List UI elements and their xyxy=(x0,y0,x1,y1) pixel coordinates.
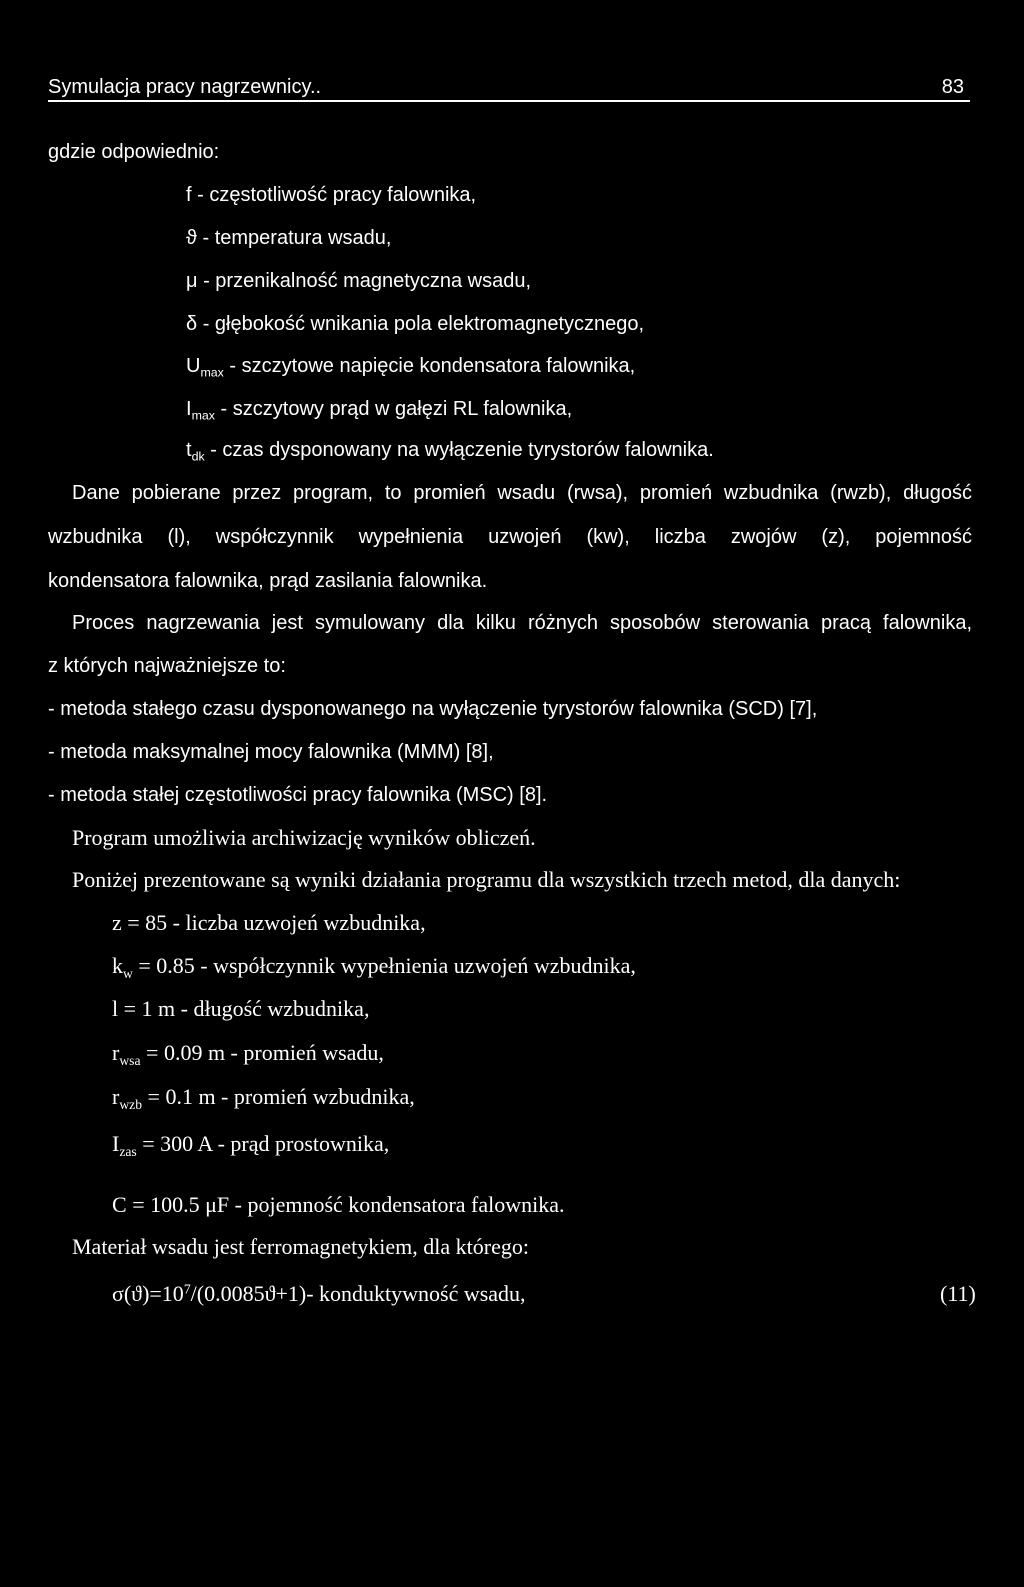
intro-line: gdzie odpowiednio: xyxy=(48,141,220,163)
symbol-desc: - czas dysponowany na wyłączenie tyrystorów falownika. xyxy=(204,439,714,461)
param-symbol: C xyxy=(112,1192,127,1217)
method-item: - metoda stałego czasu dysponowanego na wyłączenie tyrystorów falownika (SCD) [7], xyxy=(48,698,818,720)
paragraph-1-line-2: wzbudnika (l), współczynnik wypełnienia uzwojeń (kw), liczba zwojów (z), pojemność xyxy=(48,526,972,548)
param-desc: = 85 - liczba uzwojeń wzbudnika, xyxy=(121,910,426,935)
paragraph-2-line-1: Proces nagrzewania jest symulowany dla kilku różnych sposobów sterowania pracą falownika, xyxy=(72,612,972,634)
param-desc: = 300 A - prąd prostownika, xyxy=(136,1131,390,1156)
symbol: I xyxy=(186,398,192,420)
symbol-desc: - przenikalność magnetyczna wsadu, xyxy=(197,270,532,292)
symbol-subscript: max xyxy=(191,408,215,423)
param-symbol: z xyxy=(112,910,122,935)
paragraph-1-line-3: kondensatora falownika, prąd zasilania falownika. xyxy=(48,570,488,592)
header-title: Symulacja pracy nagrzewnicy.. xyxy=(48,76,322,98)
symbol-def-delta xyxy=(186,313,644,336)
symbol: t xyxy=(186,439,192,461)
symbol: μ xyxy=(186,270,198,292)
symbol-desc: - szczytowy prąd w gałęzi RL falownika, xyxy=(214,398,573,420)
symbol-def-mu xyxy=(186,270,531,293)
param-desc: = 100.5 μF - pojemność kondensatora falownika. xyxy=(126,1192,565,1217)
param-izas xyxy=(112,1131,390,1159)
param-symbol: r xyxy=(112,1084,120,1109)
material-intro: Materiał wsadu jest ferromagnetykiem, dla którego: xyxy=(72,1234,529,1259)
param-symbol: l xyxy=(112,996,119,1021)
archive-note: Program umożliwia archiwizację wyników obliczeń. xyxy=(72,825,536,850)
page-number: 83 xyxy=(941,76,964,98)
param-desc: = 1 m - długość wzbudnika, xyxy=(118,996,370,1021)
symbol-def-theta xyxy=(186,227,391,250)
equation-number: (11) xyxy=(940,1281,976,1306)
param-c xyxy=(112,1192,565,1217)
equation-11 xyxy=(112,1281,526,1306)
symbol-def-imax xyxy=(186,398,572,421)
equation-exponent: 7 xyxy=(183,1281,191,1297)
symbol-subscript: dk xyxy=(191,449,205,464)
param-subscript: zas xyxy=(119,1143,137,1159)
equation-lhs: σ(ϑ)=10 xyxy=(112,1281,184,1306)
results-intro: Poniżej prezentowane są wyniki działania programu dla wszystkich trzech metod, dla danych: xyxy=(72,867,901,892)
symbol: ϑ xyxy=(186,227,197,249)
symbol: f xyxy=(186,184,192,206)
paragraph-2-line-2: z których najważniejsze to: xyxy=(48,655,286,677)
running-header xyxy=(48,76,970,102)
symbol: δ xyxy=(186,313,198,335)
param-desc: = 0.85 - współczynnik wypełnienia uzwojeń wzbudnika, xyxy=(132,953,636,978)
symbol-desc: - głębokość wnikania pola elektromagnetycznego, xyxy=(197,313,645,335)
symbol-subscript: max xyxy=(200,365,224,380)
param-symbol: I xyxy=(112,1131,120,1156)
param-subscript: wzb xyxy=(119,1096,143,1112)
symbol-def-umax xyxy=(186,355,635,378)
param-rwsa xyxy=(112,1040,384,1068)
param-symbol: r xyxy=(112,1040,120,1065)
symbol-desc: - częstotliwość pracy falownika, xyxy=(191,184,477,206)
symbol-def-tdk xyxy=(186,439,714,462)
symbol-def-f xyxy=(186,184,476,207)
method-item: - metoda stałej częstotliwości pracy falownika (MSC) [8]. xyxy=(48,784,548,806)
param-kw xyxy=(112,953,636,981)
method-item: - metoda maksymalnej mocy falownika (MMM) [8], xyxy=(48,741,494,763)
symbol: U xyxy=(186,355,201,377)
param-desc: = 0.09 m - promień wsadu, xyxy=(140,1040,384,1065)
paragraph-1-line-1: Dane pobierane przez program, to promień wsadu (rwsa), promień wzbudnika (rwzb), długość xyxy=(72,482,972,504)
symbol-desc: - temperatura wsadu, xyxy=(196,227,392,249)
equation-rhs: /(0.0085ϑ+1)- konduktywność wsadu, xyxy=(190,1281,526,1306)
param-l xyxy=(112,996,369,1021)
param-rwzb xyxy=(112,1084,415,1112)
param-z xyxy=(112,910,426,935)
param-symbol: k xyxy=(112,953,123,978)
param-subscript: w xyxy=(123,965,133,981)
param-subscript: wsa xyxy=(119,1052,141,1068)
param-desc: = 0.1 m - promień wzbudnika, xyxy=(142,1084,415,1109)
symbol-desc: - szczytowe napięcie kondensatora falownika, xyxy=(223,355,636,377)
